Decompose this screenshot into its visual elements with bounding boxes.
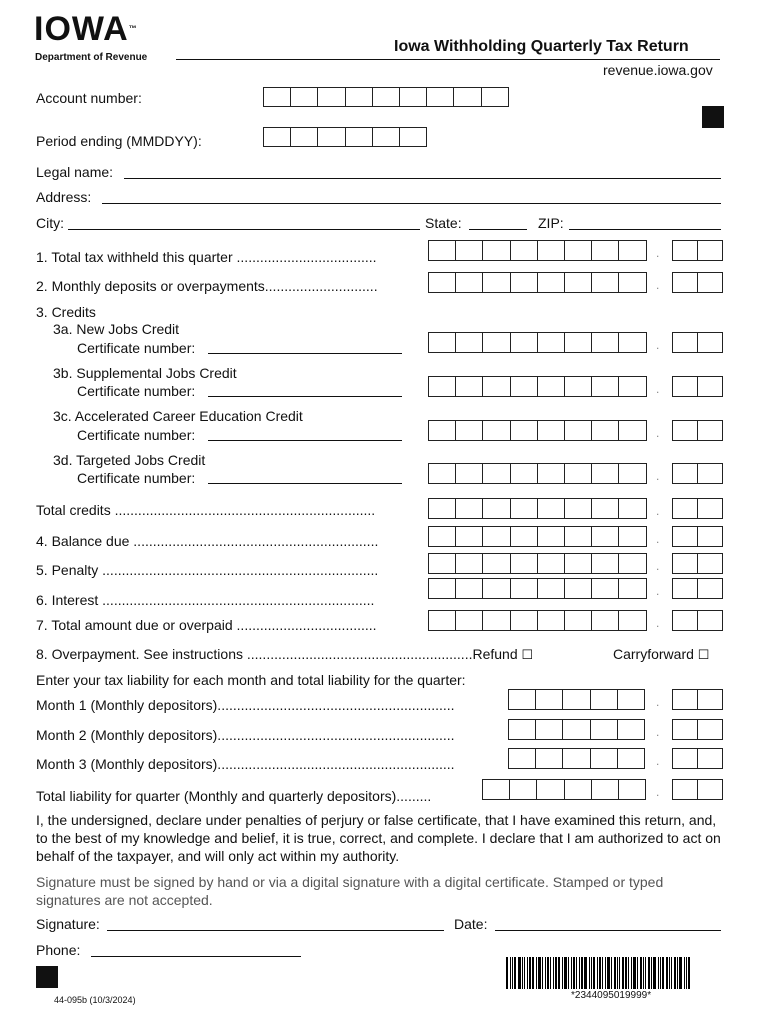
carryforward-label: Carryforward — [613, 646, 694, 662]
barcode-bar — [589, 957, 590, 989]
barcode-bar — [688, 957, 690, 989]
barcode-bar — [653, 957, 656, 989]
account-digit-box[interactable] — [290, 87, 318, 107]
line2-dollars-box[interactable] — [510, 272, 538, 293]
barcode-bar — [605, 957, 606, 989]
phone-label: Phone: — [36, 942, 81, 958]
barcode-bar — [671, 957, 672, 989]
total-liability-cents-box[interactable] — [697, 779, 723, 800]
signature-label: Signature: — [36, 916, 100, 932]
line2-dollars-box[interactable] — [591, 272, 619, 293]
barcode-bar — [662, 957, 664, 989]
line8-text: 8. Overpayment. See instructions ..........................................................Refund — [36, 646, 518, 662]
footer-registration-mark — [36, 966, 58, 988]
line1-dollars-box[interactable] — [482, 240, 510, 261]
barcode-bar — [532, 957, 534, 989]
barcode-bar — [645, 957, 646, 989]
line3c-cert-field[interactable] — [208, 440, 402, 441]
line4-dollars-box[interactable] — [510, 526, 538, 547]
line2-cents-box[interactable] — [697, 272, 723, 293]
line3b-dollars-box[interactable] — [564, 376, 592, 397]
total-credits-label: Total credits ................................................................... — [36, 502, 376, 518]
date-field[interactable] — [495, 930, 721, 931]
line3d-dollars-box[interactable] — [482, 463, 510, 484]
barcode-bar — [648, 957, 650, 989]
line5-dollars-box[interactable] — [428, 553, 456, 574]
line3d-decimal-point: . — [656, 469, 660, 483]
line3d-dollars-box[interactable] — [455, 463, 483, 484]
barcode-bar — [512, 957, 513, 989]
barcode-bar — [564, 957, 567, 989]
barcode-bar — [617, 957, 618, 989]
month3-dollars-box[interactable] — [562, 748, 590, 769]
account-digit-box[interactable] — [317, 87, 345, 107]
line6-dollars-box[interactable] — [510, 578, 538, 599]
month1-dollars-box[interactable] — [590, 689, 618, 710]
barcode-bar — [581, 957, 583, 989]
line8-label — [36, 646, 533, 663]
month1-cents-box[interactable] — [697, 689, 723, 710]
line5-decimal-point: . — [656, 559, 660, 573]
line5-dollars-box[interactable] — [510, 553, 538, 574]
line3d-cert-label: Certificate number: — [77, 470, 196, 486]
line3d-cert-field[interactable] — [208, 483, 402, 484]
month3-dollars-box[interactable] — [617, 748, 645, 769]
total-credits-dollars-box[interactable] — [510, 498, 538, 519]
barcode-bar — [506, 957, 508, 989]
barcode-bar — [529, 957, 531, 989]
total-liability-dollars-box[interactable] — [482, 779, 510, 800]
line3b-decimal-point: . — [656, 382, 660, 396]
line3a-cents-box[interactable] — [697, 332, 723, 353]
line7-cents-box[interactable] — [672, 610, 698, 631]
barcode-bar — [669, 957, 670, 989]
account-digit-box[interactable] — [345, 87, 373, 107]
period-digit-box[interactable] — [290, 127, 318, 147]
department-name: Department of Revenue — [35, 52, 148, 63]
line1-dollars-box[interactable] — [591, 240, 619, 261]
line3b-dollars-box[interactable] — [510, 376, 538, 397]
barcode-bar — [658, 957, 659, 989]
line1-dollars-box[interactable] — [564, 240, 592, 261]
line1-cents-box[interactable] — [672, 240, 698, 261]
month1-decimal-point: . — [656, 695, 660, 709]
line3b-dollars-box[interactable] — [455, 376, 483, 397]
declaration-text: I, the undersigned, declare under penalties of perjury or false certificate, that I have examined this return, and, to the best of my knowledge and belief, it is true, correct, and complete. I declare that I am authorized to act on behalf of the taxpayer, and will only act within my authority. — [36, 812, 721, 864]
line1-decimal-point: . — [656, 246, 660, 260]
account-digit-box[interactable] — [372, 87, 400, 107]
line4-dollars-box[interactable] — [591, 526, 619, 547]
barcode-bar — [611, 957, 612, 989]
address-label: Address: — [36, 189, 92, 205]
line7-dollars-box[interactable] — [618, 610, 646, 631]
zip-label: ZIP: — [538, 215, 564, 231]
line1-label: 1. Total tax withheld this quarter .................................... — [36, 249, 377, 265]
barcode-bar — [640, 957, 642, 989]
barcode-bar — [527, 957, 528, 989]
line3b-cert-label: Certificate number: — [77, 383, 196, 399]
month3-dollars-box[interactable] — [590, 748, 618, 769]
line5-dollars-box[interactable] — [537, 553, 565, 574]
line5-dollars-box[interactable] — [591, 553, 619, 574]
line3a-dollars-box[interactable] — [618, 332, 646, 353]
line3b-cert-field[interactable] — [208, 396, 402, 397]
line2-dollars-box[interactable] — [428, 272, 456, 293]
month2-dollars-box[interactable] — [590, 719, 618, 740]
registration-mark — [702, 106, 724, 128]
barcode-bar — [522, 957, 523, 989]
barcode-bar — [622, 957, 624, 989]
month1-dollars-box[interactable] — [562, 689, 590, 710]
line3b-dollars-box[interactable] — [428, 376, 456, 397]
barcode-bar — [607, 957, 610, 989]
month1-dollars-box[interactable] — [508, 689, 536, 710]
month1-cents-box[interactable] — [672, 689, 698, 710]
line3a-dollars-box[interactable] — [591, 332, 619, 353]
barcode-bar — [514, 957, 516, 989]
line3-label: 3. Credits — [36, 304, 96, 320]
barcode-bar — [633, 957, 636, 989]
month1-dollars-box[interactable] — [535, 689, 563, 710]
total-liability-dollars-box[interactable] — [536, 779, 564, 800]
line3a-cert-field[interactable] — [208, 353, 402, 354]
line3b-dollars-box[interactable] — [482, 376, 510, 397]
line3d-dollars-box[interactable] — [564, 463, 592, 484]
barcode-bar — [631, 957, 632, 989]
line6-dollars-box[interactable] — [428, 578, 456, 599]
address-field[interactable] — [102, 203, 721, 204]
line7-dollars-box[interactable] — [455, 610, 483, 631]
line4-cents-box[interactable] — [672, 526, 698, 547]
line1-dollars-box[interactable] — [455, 240, 483, 261]
line6-cents-box[interactable] — [672, 578, 698, 599]
line3a-dollars-box[interactable] — [455, 332, 483, 353]
line3c-dollars-box[interactable] — [510, 420, 538, 441]
barcode — [506, 957, 734, 989]
line4-dollars-box[interactable] — [618, 526, 646, 547]
period-ending-label: Period ending (MMDDYY): — [36, 133, 202, 149]
line7-dollars-box[interactable] — [510, 610, 538, 631]
total-liability-dollars-box[interactable] — [509, 779, 537, 800]
line3a-decimal-point: . — [656, 338, 660, 352]
line4-dollars-box[interactable] — [455, 526, 483, 547]
barcode-bar — [628, 957, 629, 989]
line7-dollars-box[interactable] — [564, 610, 592, 631]
line2-dollars-box[interactable] — [564, 272, 592, 293]
total-liability-dollars-box[interactable] — [591, 779, 619, 800]
line3c-dollars-box[interactable] — [564, 420, 592, 441]
barcode-bar — [597, 957, 598, 989]
state-label: State: — [425, 215, 462, 231]
line3c-dollars-box[interactable] — [591, 420, 619, 441]
line3c-cents-box[interactable] — [697, 420, 723, 441]
barcode-bar — [568, 957, 569, 989]
line3a-dollars-box[interactable] — [537, 332, 565, 353]
line1-dollars-box[interactable] — [428, 240, 456, 261]
barcode-bar — [510, 957, 511, 989]
month3-cents-box[interactable] — [672, 748, 698, 769]
month3-dollars-box[interactable] — [508, 748, 536, 769]
account-digit-box[interactable] — [453, 87, 481, 107]
line6-dollars-box[interactable] — [564, 578, 592, 599]
barcode-bar — [593, 957, 595, 989]
line3c-cents-box[interactable] — [672, 420, 698, 441]
signature-note: Signature must be signed by hand or via a digital signature with a digital certificate. Stamped or typed signatures are not accepted. — [36, 874, 664, 908]
month2-decimal-point: . — [656, 725, 660, 739]
line5-label: 5. Penalty ....................................................................... — [36, 562, 379, 578]
line3c-cert-label: Certificate number: — [77, 427, 196, 443]
signature-field[interactable] — [107, 930, 444, 931]
account-digit-box[interactable] — [481, 87, 509, 107]
line6-label: 6. Interest ...................................................................... — [36, 592, 375, 608]
line6-decimal-point: . — [656, 584, 660, 598]
line7-dollars-box[interactable] — [428, 610, 456, 631]
line2-dollars-box[interactable] — [482, 272, 510, 293]
barcode-bar — [571, 957, 572, 989]
month2-dollars-box[interactable] — [508, 719, 536, 740]
line3c-dollars-box[interactable] — [618, 420, 646, 441]
account-number-label: Account number: — [36, 90, 142, 106]
line1-dollars-box[interactable] — [537, 240, 565, 261]
line4-dollars-box[interactable] — [482, 526, 510, 547]
line7-dollars-box[interactable] — [591, 610, 619, 631]
line3c-dollars-box[interactable] — [537, 420, 565, 441]
barcode-bar — [518, 957, 521, 989]
barcode-bar — [579, 957, 580, 989]
total-liability-cents-box[interactable] — [672, 779, 698, 800]
line3a-dollars-box[interactable] — [482, 332, 510, 353]
line3c-dollars-box[interactable] — [482, 420, 510, 441]
barcode-bar — [558, 957, 560, 989]
header-rule — [176, 59, 720, 60]
line7-dollars-box[interactable] — [482, 610, 510, 631]
line1-dollars-box[interactable] — [510, 240, 538, 261]
month1-dollars-box[interactable] — [617, 689, 645, 710]
total-credits-dollars-box[interactable] — [482, 498, 510, 519]
month2-cents-box[interactable] — [672, 719, 698, 740]
barcode-bar — [576, 957, 577, 989]
barcode-bar — [625, 957, 627, 989]
line3b-cents-box[interactable] — [672, 376, 698, 397]
barcode-bar — [538, 957, 541, 989]
total-credits-cents-box[interactable] — [697, 498, 723, 519]
barcode-bar — [666, 957, 668, 989]
barcode-bar — [524, 957, 525, 989]
line3b-dollars-box[interactable] — [537, 376, 565, 397]
period-digit-box[interactable] — [399, 127, 427, 147]
line2-decimal-point: . — [656, 278, 660, 292]
liability-intro: Enter your tax liability for each month and total liability for the quarter: — [36, 672, 466, 688]
total-credits-dollars-box[interactable] — [455, 498, 483, 519]
period-digit-box[interactable] — [263, 127, 291, 147]
line5-cents-box[interactable] — [672, 553, 698, 574]
total-credits-dollars-box[interactable] — [537, 498, 565, 519]
barcode-bar — [684, 957, 685, 989]
line5-dollars-box[interactable] — [564, 553, 592, 574]
barcode-bar — [536, 957, 537, 989]
total-liability-decimal-point: . — [656, 785, 660, 799]
form-title: Iowa Withholding Quarterly Tax Return — [394, 38, 689, 55]
barcode-bar — [599, 957, 601, 989]
month1-label: Month 1 (Monthly depositors)............................................................. — [36, 697, 455, 713]
barcode-bar — [553, 957, 554, 989]
line3b-label: 3b. Supplemental Jobs Credit — [53, 365, 237, 381]
line3d-dollars-box[interactable] — [428, 463, 456, 484]
line2-cents-box[interactable] — [672, 272, 698, 293]
line3d-cents-box[interactable] — [672, 463, 698, 484]
line3c-dollars-box[interactable] — [455, 420, 483, 441]
period-digit-box[interactable] — [345, 127, 373, 147]
total-credits-dollars-box[interactable] — [428, 498, 456, 519]
total-credits-cents-box[interactable] — [672, 498, 698, 519]
carryforward-option — [613, 646, 709, 663]
barcode-bar — [677, 957, 678, 989]
line2-dollars-box[interactable] — [618, 272, 646, 293]
barcode-bar — [584, 957, 587, 989]
barcode-bar — [660, 957, 661, 989]
line3d-dollars-box[interactable] — [618, 463, 646, 484]
logo-wordmark: IOWA — [34, 10, 129, 48]
month2-dollars-box[interactable] — [562, 719, 590, 740]
state-field[interactable] — [469, 229, 527, 230]
period-digit-box[interactable] — [317, 127, 345, 147]
line2-dollars-box[interactable] — [537, 272, 565, 293]
line7-decimal-point: . — [656, 616, 660, 630]
line7-cents-box[interactable] — [697, 610, 723, 631]
line4-decimal-point: . — [656, 532, 660, 546]
line3d-dollars-box[interactable] — [591, 463, 619, 484]
line6-cents-box[interactable] — [697, 578, 723, 599]
barcode-bar — [550, 957, 551, 989]
total-credits-dollars-box[interactable] — [564, 498, 592, 519]
barcode-bar — [547, 957, 549, 989]
carryforward-checkbox[interactable]: ☐ — [697, 647, 710, 662]
line3d-dollars-box[interactable] — [537, 463, 565, 484]
line6-dollars-box[interactable] — [591, 578, 619, 599]
month2-label: Month 2 (Monthly depositors)............................................................. — [36, 727, 455, 743]
line3a-dollars-box[interactable] — [564, 332, 592, 353]
account-digit-box[interactable] — [399, 87, 427, 107]
line2-label: 2. Monthly deposits or overpayments............................. — [36, 278, 378, 294]
barcode-text: *2344095019999* — [571, 990, 652, 1001]
line5-dollars-box[interactable] — [455, 553, 483, 574]
barcode-bar — [573, 957, 575, 989]
date-label: Date: — [454, 916, 488, 932]
month3-cents-box[interactable] — [697, 748, 723, 769]
line3d-cents-box[interactable] — [697, 463, 723, 484]
month3-label: Month 3 (Monthly depositors)............................................................. — [36, 756, 455, 772]
legal-name-label: Legal name: — [36, 164, 114, 180]
barcode-bar — [591, 957, 592, 989]
total-credits-dollars-box[interactable] — [618, 498, 646, 519]
city-label: City: — [36, 215, 64, 231]
line6-dollars-box[interactable] — [537, 578, 565, 599]
refund-checkbox[interactable]: ☐ — [521, 647, 534, 662]
period-digit-box[interactable] — [372, 127, 400, 147]
line7-dollars-box[interactable] — [537, 610, 565, 631]
month3-decimal-point: . — [656, 754, 660, 768]
line3a-cents-box[interactable] — [672, 332, 698, 353]
barcode-bar — [674, 957, 676, 989]
total-liability-label: Total liability for quarter (Monthly and quarterly depositors)......... — [36, 788, 432, 804]
line3a-cert-label: Certificate number: — [77, 340, 196, 356]
line4-cents-box[interactable] — [697, 526, 723, 547]
month2-dollars-box[interactable] — [535, 719, 563, 740]
month2-cents-box[interactable] — [697, 719, 723, 740]
line3b-dollars-box[interactable] — [618, 376, 646, 397]
line6-dollars-box[interactable] — [482, 578, 510, 599]
line3d-dollars-box[interactable] — [510, 463, 538, 484]
barcode-bar — [679, 957, 682, 989]
barcode-bar — [619, 957, 620, 989]
month2-dollars-box[interactable] — [617, 719, 645, 740]
barcode-bar — [614, 957, 616, 989]
logo-trademark: ™ — [128, 24, 138, 33]
line4-label: 4. Balance due ............................................................... — [36, 533, 379, 549]
line1-cents-box[interactable] — [697, 240, 723, 261]
website: revenue.iowa.gov — [603, 62, 713, 78]
barcode-bar — [643, 957, 644, 989]
zip-field[interactable] — [569, 229, 721, 230]
line5-cents-box[interactable] — [697, 553, 723, 574]
barcode-bar — [602, 957, 603, 989]
account-digit-box[interactable] — [263, 87, 291, 107]
line4-dollars-box[interactable] — [537, 526, 565, 547]
line3a-label: 3a. New Jobs Credit — [53, 321, 180, 337]
line3b-cents-box[interactable] — [697, 376, 723, 397]
legal-name-field[interactable] — [124, 178, 721, 179]
barcode-bar — [542, 957, 543, 989]
barcode-bar — [686, 957, 687, 989]
total-liability-dollars-box[interactable] — [564, 779, 592, 800]
barcode-bar — [555, 957, 557, 989]
line5-dollars-box[interactable] — [618, 553, 646, 574]
account-digit-box[interactable] — [426, 87, 454, 107]
iowa-logo — [34, 12, 138, 46]
phone-field[interactable] — [91, 956, 301, 957]
total-credits-decimal-point: . — [656, 504, 660, 518]
line3b-dollars-box[interactable] — [591, 376, 619, 397]
line3a-dollars-box[interactable] — [428, 332, 456, 353]
line5-dollars-box[interactable] — [482, 553, 510, 574]
line3c-decimal-point: . — [656, 426, 660, 440]
barcode-bar — [562, 957, 563, 989]
barcode-bar — [637, 957, 638, 989]
barcode-bar — [545, 957, 546, 989]
line6-dollars-box[interactable] — [455, 578, 483, 599]
month3-dollars-box[interactable] — [535, 748, 563, 769]
total-liability-dollars-box[interactable] — [618, 779, 646, 800]
line2-dollars-box[interactable] — [455, 272, 483, 293]
total-credits-dollars-box[interactable] — [591, 498, 619, 519]
line4-dollars-box[interactable] — [564, 526, 592, 547]
line3d-label: 3d. Targeted Jobs Credit — [53, 452, 206, 468]
line7-label: 7. Total amount due or overpaid .................................... — [36, 617, 377, 633]
line3a-dollars-box[interactable] — [510, 332, 538, 353]
city-field[interactable] — [68, 229, 420, 230]
barcode-bar — [651, 957, 652, 989]
line4-dollars-box[interactable] — [428, 526, 456, 547]
line3c-dollars-box[interactable] — [428, 420, 456, 441]
line3c-label: 3c. Accelerated Career Education Credit — [53, 408, 303, 424]
line6-dollars-box[interactable] — [618, 578, 646, 599]
line1-dollars-box[interactable] — [618, 240, 646, 261]
form-id: 44-095b (10/3/2024) — [54, 995, 136, 1005]
